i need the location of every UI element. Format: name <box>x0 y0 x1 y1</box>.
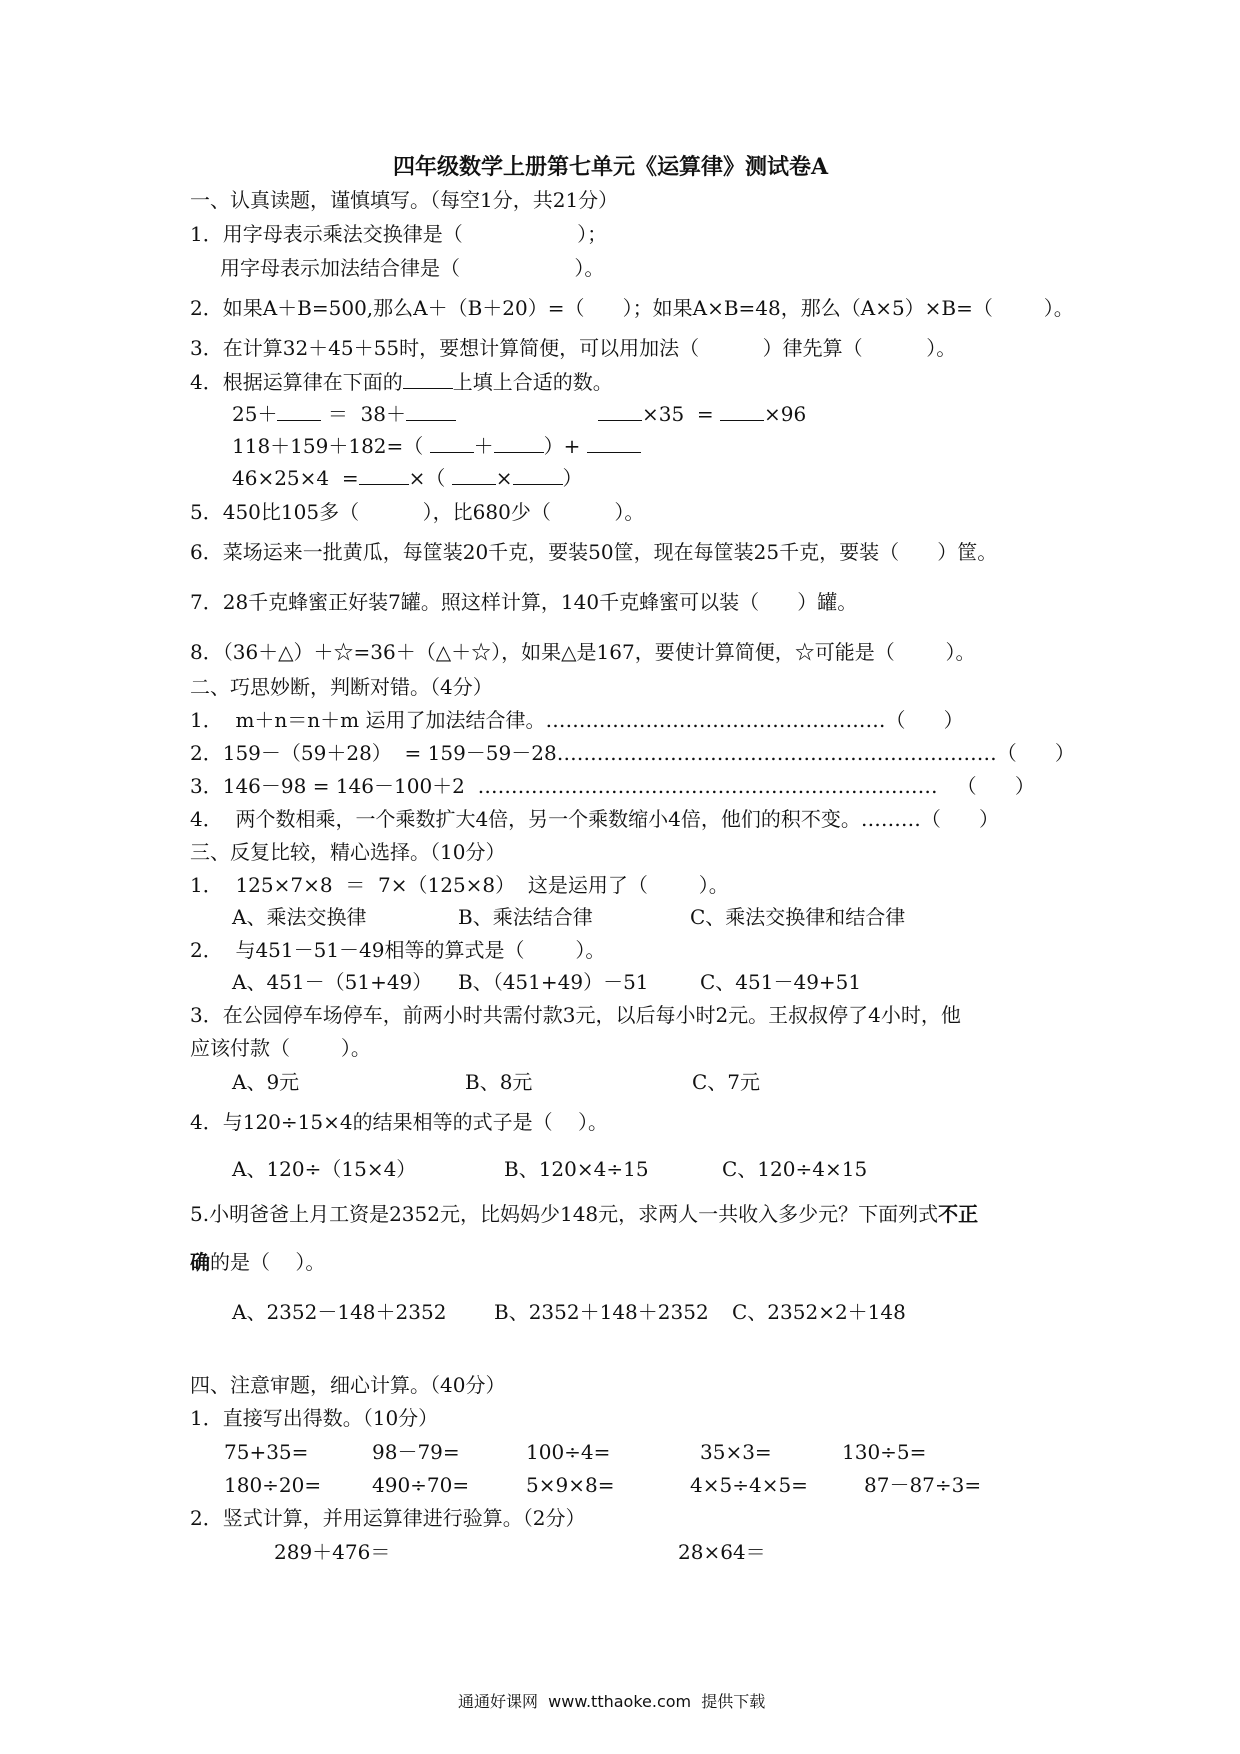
emphasis-text: 不正 <box>938 1202 979 1226</box>
vertical-calc-item: 28×64＝ <box>678 1540 766 1564</box>
calc-item: 5×9×8= <box>526 1473 615 1497</box>
expr-part: ×（ <box>408 466 446 490</box>
s1-q8: 8．（36＋△）＋☆=36＋（△＋☆），如果△是167，要使计算简便，☆可能是（ ）。 <box>190 640 976 664</box>
s3-q3-option-a: A、9元 <box>232 1070 300 1094</box>
s3-q3-option-b: B、8元 <box>465 1070 533 1094</box>
expr-part: ＝ 38＋ <box>327 402 406 426</box>
s3-q5-line1 <box>190 1202 978 1226</box>
s3-q3-option-c: C、7元 <box>692 1070 761 1094</box>
s1-q4-row3 <box>232 466 583 490</box>
s3-q2-option-c: C、451－49+51 <box>700 970 862 994</box>
section-2-heading: 二、巧思妙断，判断对错。（4分） <box>190 675 493 699</box>
s2-q3: 3．146－98 = 146－100＋2 …………………………………………………………… （ ） <box>190 774 1035 798</box>
expr-part: ×96 <box>764 402 807 426</box>
s3-q5-option-a: A、2352－148＋2352 <box>232 1300 447 1324</box>
s3-q3-line1: 3．在公园停车场停车，前两小时共需付款3元，以后每小时2元。王叔叔停了4小时，他 <box>190 1003 961 1027</box>
blank-line <box>430 434 474 453</box>
calc-item: 490÷70= <box>372 1473 470 1497</box>
calc-item: 180÷20= <box>224 1473 322 1497</box>
blank-line <box>403 370 453 389</box>
s3-q1-option-b: B、乘法结合律 <box>458 905 593 929</box>
s3-q2-option-b: B、（451+49）－51 <box>458 970 649 994</box>
s3-q2: 2． 与451－51－49相等的算式是（ ）。 <box>190 938 606 962</box>
s3-q4: 4．与120÷15×4的结果相等的式子是（ ）。 <box>190 1110 609 1134</box>
s1-q3: 3．在计算32＋45＋55时，要想计算简便，可以用加法（ ）律先算（ ）。 <box>190 336 957 360</box>
page-title: 四年级数学上册第七单元《运算律》测试卷A <box>393 154 829 180</box>
s2-q4: 4． 两个数相乘，一个乘数扩大4倍，另一个乘数缩小4倍，他们的积不变。………（ ） <box>190 807 1000 831</box>
question-text: 5.小明爸爸上月工资是2352元，比妈妈少148元，求两人一共收入多少元？下面列式 <box>190 1202 939 1226</box>
blank-line <box>452 466 496 485</box>
s3-q5-option-c: C、2352×2＋148 <box>732 1300 906 1324</box>
calc-item: 4×5÷4×5= <box>690 1473 808 1497</box>
calc-item: 100÷4= <box>526 1440 611 1464</box>
blank-line <box>494 434 544 453</box>
s1-q2: 2．如果A＋B=500,那么A＋（B＋20）=（ ）；如果A×B=48，那么（A×5）×B=（ ）。 <box>190 296 1074 320</box>
s4-q1: 1．直接写出得数。（10分） <box>190 1406 439 1430</box>
emphasis-text: 确 <box>190 1250 210 1274</box>
s3-q4-option-c: C、120÷4×15 <box>722 1157 868 1181</box>
s1-q7: 7．28千克蜂蜜正好装7罐。照这样计算，140千克蜂蜜可以装（ ）罐。 <box>190 590 858 614</box>
s3-q1-option-a: A、乘法交换律 <box>232 905 367 929</box>
s1-q4-row1 <box>232 402 456 426</box>
expr-part: ＋ <box>473 434 494 458</box>
section-1-heading: 一、认真读题，谨慎填写。（每空1分，共21分） <box>190 188 619 212</box>
s3-q4-option-b: B、120×4÷15 <box>504 1157 649 1181</box>
expr-part: ） <box>562 466 583 490</box>
blank-line <box>720 402 764 421</box>
s3-q2-option-a: A、451－（51+49） <box>232 970 433 994</box>
s3-q5-line2 <box>190 1250 325 1274</box>
s2-q1: 1． m＋n＝n＋m 运用了加法结合律。……………………………………………（ ） <box>190 708 964 732</box>
blank-line <box>359 466 409 485</box>
blank-line <box>513 466 563 485</box>
expr-part: 46×25×4 = <box>232 466 359 490</box>
vertical-calc-item: 289＋476＝ <box>274 1540 391 1564</box>
blank-line <box>598 402 642 421</box>
section-3-heading: 三、反复比较，精心选择。（10分） <box>190 840 506 864</box>
expr-part: × <box>495 466 513 490</box>
expr-part: ×35 = <box>642 402 714 426</box>
blank-line <box>277 402 321 421</box>
expr-part: 25＋ <box>232 402 278 426</box>
calc-item: 98－79= <box>372 1440 460 1464</box>
s4-q2: 2．竖式计算，并用运算律进行验算。（2分） <box>190 1506 586 1530</box>
s1-q4-prefix: 4．根据运算律在下面的 <box>190 370 403 394</box>
s3-q4-option-a: A、120÷（15×4） <box>232 1157 417 1181</box>
question-text: 的是（ ）。 <box>210 1250 326 1274</box>
expr-part: 118＋159＋182=（ <box>232 434 424 458</box>
expr-part: ）+ <box>543 434 581 458</box>
calc-item: 130÷5= <box>842 1440 927 1464</box>
s1-q4 <box>190 370 613 394</box>
section-4-heading: 四、注意审题，细心计算。（40分） <box>190 1373 506 1397</box>
s3-q1-option-c: C、乘法交换律和结合律 <box>690 905 906 929</box>
s1-q5: 5．450比105多（ ），比680少（ ）。 <box>190 500 645 524</box>
s3-q3-line2: 应该付款（ ）。 <box>190 1036 371 1060</box>
s3-q5-option-b: B、2352＋148＋2352 <box>494 1300 709 1324</box>
s1-q4-row2 <box>232 434 641 458</box>
calc-item: 75+35= <box>224 1440 309 1464</box>
s1-q1-line1: 1．用字母表示乘法交换律是（ ）； <box>190 222 608 246</box>
s2-q2: 2．159－（59＋28） = 159－59－28…………………………………………………………（ ） <box>190 741 1075 765</box>
blank-line <box>406 402 456 421</box>
s1-q6: 6．菜场运来一批黄瓜，每筐装20千克，要装50筐，现在每筐装25千克，要装（ ）筐。 <box>190 540 998 564</box>
blank-line <box>587 434 641 453</box>
page-footer: 通通好课网 www.tthaoke.com 提供下载 <box>458 1692 766 1711</box>
s3-q1: 1． 125×7×8 ＝ 7×（125×8） 这是运用了（ ）。 <box>190 873 729 897</box>
calc-item: 35×3= <box>700 1440 772 1464</box>
s1-q4-suffix: 上填上合适的数。 <box>452 370 613 394</box>
s1-q1-line2: 用字母表示加法结合律是（ ）。 <box>220 256 605 280</box>
s1-q4-row1-right <box>598 402 806 426</box>
calc-item: 87－87÷3= <box>864 1473 982 1497</box>
